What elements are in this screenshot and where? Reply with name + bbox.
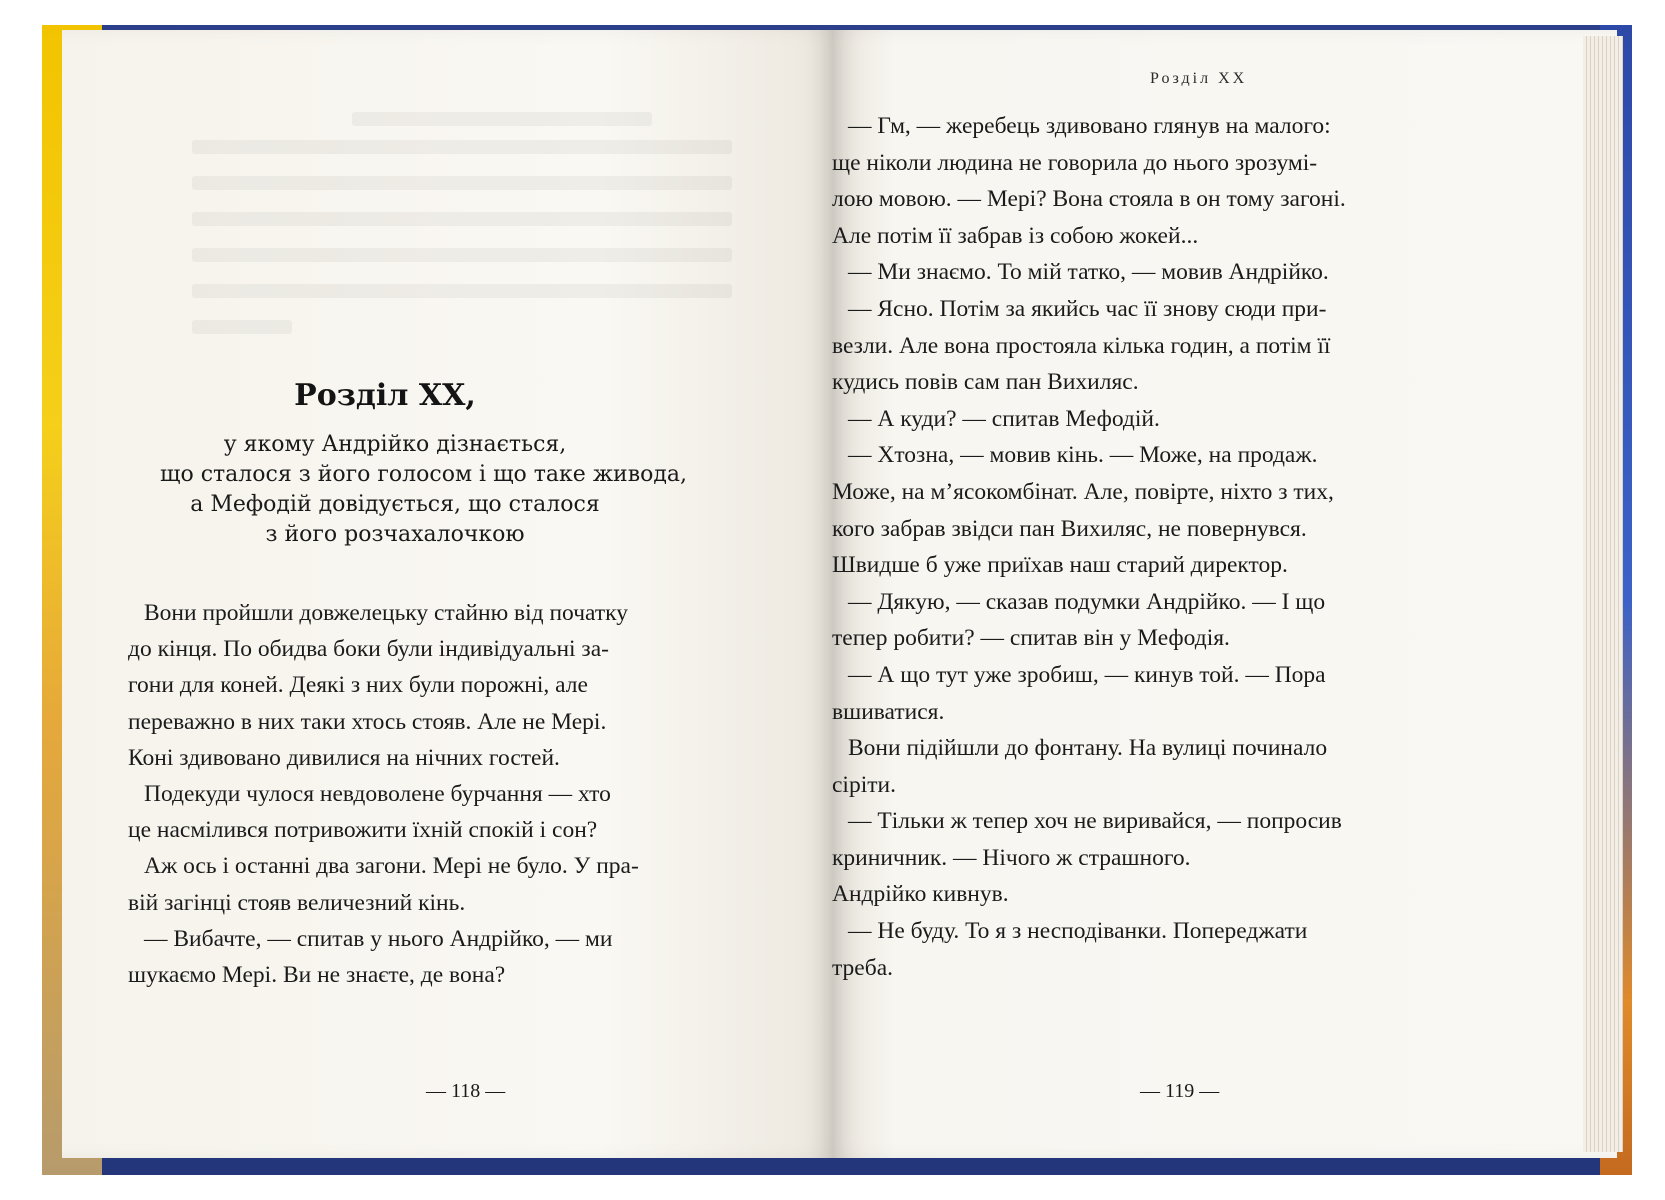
text-line: Андрійко кивнув. xyxy=(832,881,1009,908)
text-line: — Ми знаємо. То мій татко, — мовив Андрійко. xyxy=(848,259,1329,286)
chapter-subtitle xyxy=(160,430,688,550)
text-line: — Гм, — жеребець здивовано глянув на малого: xyxy=(848,113,1331,139)
text-line: кудись повів сам пан Вихиляс. xyxy=(832,369,1139,396)
text-line: Може, на м’ясокомбінат. Але, повірте, ніхто з тих, xyxy=(832,478,1334,505)
bleed-through xyxy=(192,248,732,262)
bleed-through xyxy=(192,140,732,154)
text-line: Вони підійшли до фонтану. На вулиці починало xyxy=(848,735,1328,762)
text-line: Вони пройшли довжелецьку стайню від початку xyxy=(144,600,628,626)
text-line: вшиватися. xyxy=(832,698,945,725)
page-edges xyxy=(1583,36,1623,1152)
text-line: — Тільки ж тепер хоч не виривайся, — попросив xyxy=(848,808,1342,835)
text-line: Коні здивовано дивилися на нічних гостей. xyxy=(128,744,560,771)
page-number-right: — 119 — xyxy=(1140,1080,1220,1102)
text-line: треба. xyxy=(832,954,893,981)
text-line: Аж ось і останні два загони. Мері не було. У пра- xyxy=(144,853,639,880)
chapter-subtitle-line: з його розчахалочкою xyxy=(265,522,525,547)
chapter-subtitle-line: що сталося з його голосом і що таке живода, xyxy=(160,462,688,487)
text-line: Подекуди чулося невдоволене бурчання — хто xyxy=(144,781,611,808)
text-line: гони для коней. Деякі з них були порожні, але xyxy=(128,672,588,699)
bleed-through xyxy=(192,212,732,226)
text-line: криничник. — Нічого ж страшного. xyxy=(832,844,1191,871)
text-line: сіріти. xyxy=(832,771,896,798)
right-page-text xyxy=(832,108,1382,986)
text-line: шукаємо Мері. Ви не знаєте, де вона? xyxy=(128,962,506,989)
text-line: це насмілився потривожити їхній спокій і сон? xyxy=(128,817,598,844)
text-line: вій загінці стояв величезний кінь. xyxy=(128,889,466,916)
text-line: Швидше б уже приїхав наш старий директор. xyxy=(832,552,1288,579)
text-line: везли. Але вона простояла кілька годин, а потім її xyxy=(832,332,1331,359)
text-line: — Дякую, — сказав подумки Андрійко. — І що xyxy=(848,588,1326,615)
text-line: — Ясно. Потім за якийсь час її знову сюди при- xyxy=(848,295,1327,322)
text-line: до кінця. По обидва боки були індивідуальні за- xyxy=(128,636,609,663)
text-line: Але потім її забрав із собою жокей... xyxy=(832,222,1199,249)
bleed-through xyxy=(352,112,652,126)
text-line: — Не буду. То я з несподіванки. Попереджати xyxy=(848,918,1308,945)
bleed-through xyxy=(192,320,292,334)
text-line: — Хтозна, — мовив кінь. — Може, на продаж. xyxy=(848,442,1318,469)
text-line: лою мовою. — Мері? Вона стояла в он тому загоні. xyxy=(832,186,1346,213)
text-line: — Вибачте, — спитав у нього Андрійко, — ми xyxy=(144,925,613,952)
bleed-through xyxy=(192,176,732,190)
bleed-through xyxy=(192,284,732,298)
chapter-title: Розділ XX, xyxy=(294,378,476,413)
chapter-subtitle-line: у якому Андрійко дізнається, xyxy=(223,432,567,457)
page-number-left: — 118 — xyxy=(426,1080,506,1102)
text-line: — А що тут уже зробиш, — кинув той. — Пора xyxy=(848,661,1326,688)
text-line: — А куди? — спитав Мефодій. xyxy=(848,405,1160,432)
text-line: переважно в них таки хтось стояв. Але не Мері. xyxy=(128,708,607,735)
text-line: кого забрав звідси пан Вихиляс, не повернувся. xyxy=(832,515,1307,542)
running-head: Розділ XX xyxy=(1150,70,1248,87)
text-line: тепер робити? — спитав він у Мефодія. xyxy=(832,625,1230,652)
chapter-subtitle-line: а Мефодій довідується, що сталося xyxy=(190,492,600,517)
text-line: ще ніколи людина не говорила до нього зрозумі- xyxy=(832,149,1318,176)
left-page-text xyxy=(128,595,688,993)
